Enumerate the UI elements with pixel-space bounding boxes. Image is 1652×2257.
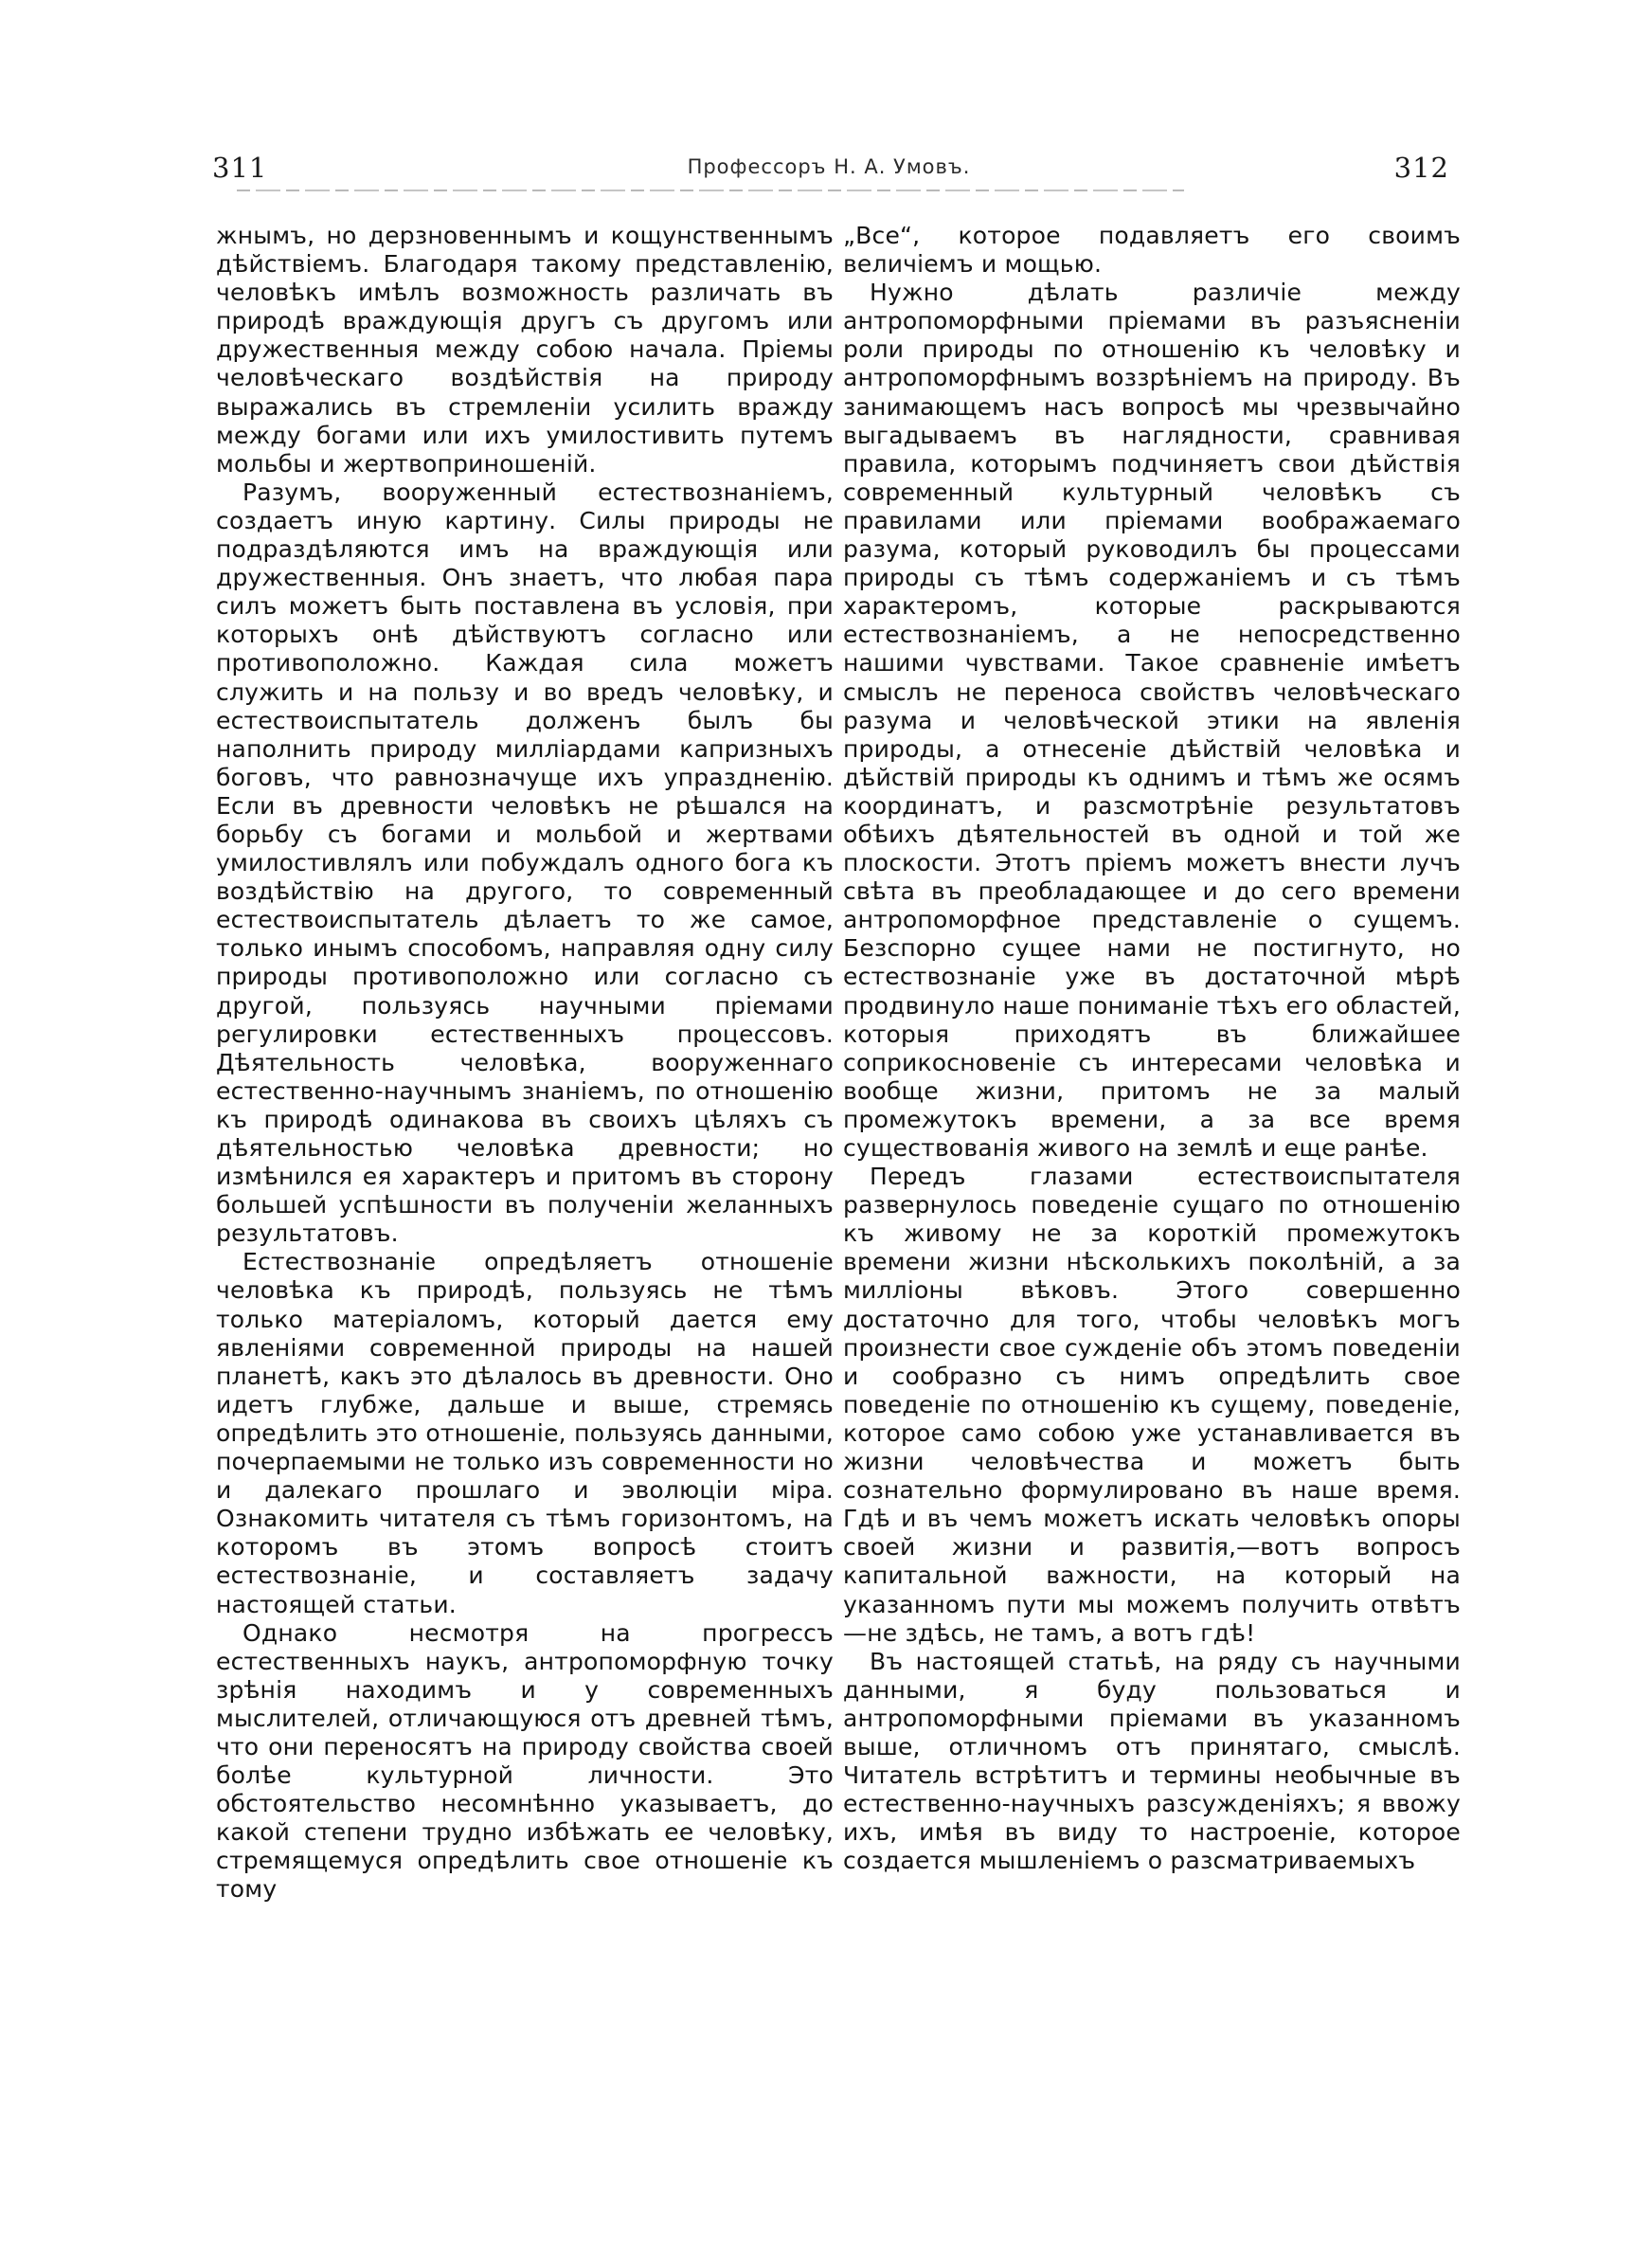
running-title: Профессоръ Н. А. Умовъ. xyxy=(687,155,971,178)
paragraph: Въ настоящей статьѣ, на ряду съ научными данными, я буду пользоваться и антропоморфными пріемами въ указанномъ выше, отличномъ отъ принятаго, смыслѣ. Читатель встрѣтитъ и термины необычные въ естественно-научныхъ разсужденіяхъ; я ввожу ихъ, имѣя въ виду то настроеніе, которое создается мышленіемъ о разсматриваемыхъ xyxy=(843,1647,1461,1875)
left-page-number: 311 xyxy=(212,152,268,184)
paragraph: жнымъ, но дерзновеннымъ и кощунственнымъ дѣйствіемъ. Благодаря такому представленію, человѣкъ имѣлъ возможность различать въ природѣ враждующія другъ съ другомъ или дружественныя между собою начала. Пріемы человѣческаго воздѣйствія на природу выражались въ стремленіи усилить вражду между богами или ихъ умилостивить путемъ мольбы и жертвоприношеній. xyxy=(216,222,834,478)
paragraph: Естествознаніе опредѣляетъ отношеніе человѣка къ природѣ, пользуясь не тѣмъ только матеріаломъ, который дается ему явленіями современной природы на нашей планетѣ, какъ это дѣлалось въ древности. Оно идетъ глубже, дальше и выше, стремясь опредѣлить это отношеніе, пользуясь данными, почерпаемыми не только изъ современности но и далекаго прошлаго и эволюціи міра. Ознакомить читателя съ тѣмъ горизонтомъ, на которомъ въ этомъ вопросѣ стоитъ естествознаніе, и составляетъ задачу настоящей статьи. xyxy=(216,1248,834,1618)
right-column xyxy=(843,222,1461,1875)
header-rule xyxy=(237,190,1184,191)
paragraph: Однако несмотря на прогрессъ естественныхъ наукъ, антропоморфную точку зрѣнія находимъ и у современныхъ мыслителей, отличающуюся отъ древней тѣмъ, что они переносятъ на природу свойства своей болѣе культурной личности. Это обстоятельство несомнѣнно указываетъ, до какой степени трудно избѣжать ее человѣку, стремящемуся опредѣлить свое отношеніе къ тому xyxy=(216,1618,834,1904)
paragraph: „Все“, которое подавляетъ его своимъ величіемъ и мощью. xyxy=(843,222,1461,279)
page-header xyxy=(208,152,1449,199)
paragraph: Передъ глазами естествоиспытателя развернулось поведеніе сущаго по отношенію къ живому не за короткій промежутокъ времени жизни нѣсколькихъ поколѣній, а за милліоны вѣковъ. Этого совершенно достаточно для того, чтобы человѣкъ могъ произнести свое сужденіе объ этомъ поведеніи и сообразно съ нимъ опредѣлить свое поведеніе по отношенію къ сущему, поведеніе, которое само собою уже устанавливается въ жизни человѣчества и можетъ быть сознательно формулировано въ наше время. Гдѣ и въ чемъ можетъ искать человѣкъ опоры своей жизни и развитія,—вотъ вопросъ капитальной важности, на который на указанномъ пути мы можемъ получить отвѣтъ—не здѣсь, не тамъ, а вотъ гдѣ! xyxy=(843,1163,1461,1647)
paragraph: Нужно дѣлать различіе между антропоморфными пріемами въ разъясненіи роли природы по отношенію къ человѣку и антропоморфнымъ воззрѣніемъ на природу. Въ занимающемъ насъ вопросѣ мы чрезвычайно выгадываемъ въ наглядности, сравнивая правила, которымъ подчиняетъ свои дѣйствія современный культурный человѣкъ съ правилами или пріемами воображаемаго разума, который руководилъ бы процессами природы съ тѣмъ содержаніемъ и съ тѣмъ характеромъ, которые раскрываются естествознаніемъ, а не непосредственно нашими чувствами. Такое сравненіе имѣетъ смыслъ не переноса свойствъ человѣческаго разума и человѣческой этики на явленія природы, а отнесеніе дѣйствій человѣка и дѣйствій природы къ однимъ и тѣмъ же осямъ координатъ, и разсмотрѣніе результатовъ обѣихъ дѣятельностей въ одной и той же плоскости. Этотъ пріемъ можетъ внести лучъ свѣта въ преобладающее и до сего времени антропоморфное представленіе о сущемъ. Безспорно сущее нами не постигнуто, но естествознаніе уже въ достаточной мѣрѣ продвинуло наше пониманіе тѣхъ его областей, которыя приходятъ въ ближайшее соприкосновеніе съ интересами человѣка и вообще жизни, притомъ не за малый промежутокъ времени, а за все время существованія живого на землѣ и еще ранѣе. xyxy=(843,279,1461,1162)
left-column xyxy=(216,222,834,1905)
paragraph: Разумъ, вооруженный естествознаніемъ, создаетъ иную картину. Силы природы не подраздѣляются имъ на враждующія или дружественныя. Онъ знаетъ, что любая пара силъ можетъ быть поставлена въ условія, при которыхъ онѣ дѣйствуютъ согласно или противоположно. Каждая сила можетъ служить и на пользу и во вредъ человѣку, и естествоиспытатель долженъ былъ бы наполнить природу милліардами капризныхъ боговъ, что равнозначуще ихъ упраздненію. Если въ древности человѣкъ не рѣшался на борьбу съ богами и мольбой и жертвами умилостивлялъ или побуждалъ одного бога къ воздѣйствію на другого, то современный естествоиспытатель дѣлаетъ то же самое, только инымъ способомъ, направляя одну силу природы противоположно или согласно съ другой, пользуясь научными пріемами регулировки естественныхъ процессовъ. Дѣятельность человѣка, вооруженнаго естественно-научнымъ знаніемъ, по отношенію къ природѣ одинакова въ своихъ цѣляхъ съ дѣятельностью человѣка древности; но измѣнился ея характеръ и притомъ въ сторону большей успѣшности въ полученіи желанныхъ результатовъ. xyxy=(216,478,834,1248)
right-page-number: 312 xyxy=(1393,152,1449,184)
